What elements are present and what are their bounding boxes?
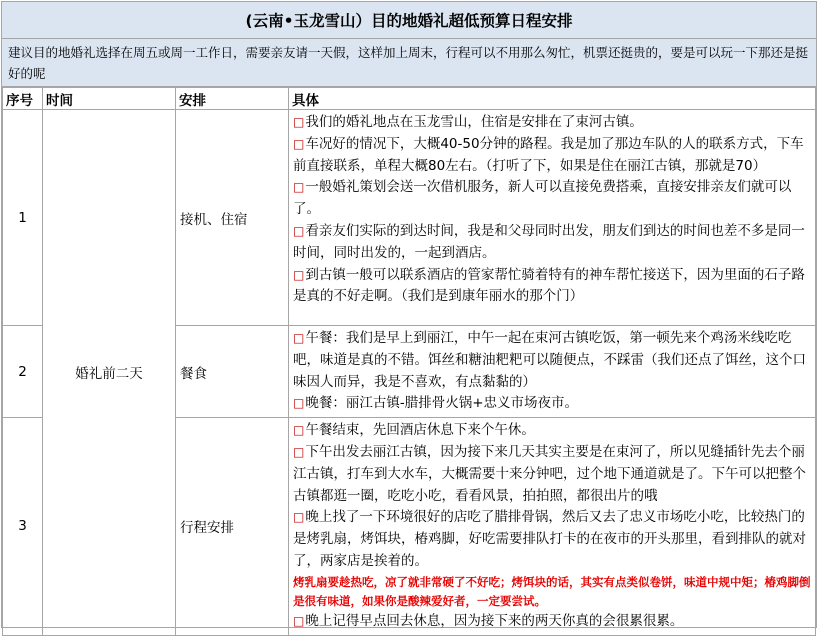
row-time[interactable]: 婚礼前二天 <box>43 110 176 636</box>
checkbox-icon: □ <box>293 510 305 525</box>
detail-item: □看亲友们实际的到达时间，我是和父母同时出发，朋友们到达的时间也差不多是同一时间，同时出发的，一起到酒店。 <box>293 222 805 261</box>
schedule-sheet <box>1 1 817 628</box>
intro-text: 建议目的地婚礼选择在周五或周一工作日，需要亲友请一天假，这样加上周末，行程可以不用那么匆忙，机票还挺贵的，要是可以玩一下那还是挺好的呢 <box>2 39 816 87</box>
row-arrangement[interactable]: 行程安排 <box>176 418 289 635</box>
schedule-table <box>2 87 816 636</box>
detail-item: □晚上找了一下环境很好的店吃了腊排骨锅，然后又去了忠义市场吃小吃，比较热门的是烤乳扇，烤饵块，椿鸡脚，好吃需要排队打卡的在夜市的开头那里，看到排队的就对了，两家店是挨着的。 <box>293 509 806 569</box>
row-detail[interactable] <box>289 418 816 635</box>
detail-item: □我们的婚礼地点在玉龙雪山，住宿是安排在了束河古镇。 <box>293 114 643 130</box>
checkbox-icon: □ <box>293 613 305 628</box>
checkbox-icon: □ <box>293 396 305 411</box>
sheet-title: (云南•玉龙雪山）目的地婚礼超低预算日程安排 <box>2 2 816 39</box>
detail-item: □下午出发去丽江古镇，因为接下来几天其实主要是在束河了，所以见缝插针先去个丽江古镇，打车到大水车，大概需要十来分钟吧，过个地下通道就是了。下午可以把整个古镇都逛一圈，吃吃小吃，看看风景，拍拍照，都很出片的哦 <box>293 443 806 504</box>
detail-item: □午餐：我们是早上到丽江，中午一起在束河古镇吃饭，第一顿先来个鸡汤米线吃吃吧，味道是真的不错。饵丝和糖油粑粑可以随便点，不踩雷（我们还点了饵丝，这个口味因人而异，我是不喜欢，有点黏黏的） <box>293 330 806 390</box>
checkbox-icon: □ <box>293 180 305 195</box>
header-detail[interactable]: 具体 <box>289 88 816 110</box>
checkbox-icon: □ <box>293 136 305 151</box>
checkbox-icon: □ <box>293 267 305 282</box>
detail-item: □晚餐：丽江古镇-腊排骨火锅+忠义市场夜市。 <box>293 395 579 412</box>
detail-item: □午餐结束，先回酒店休息下来个午休。 <box>293 422 535 439</box>
header-row <box>3 88 816 110</box>
checkbox-icon: □ <box>293 115 305 129</box>
row-arrangement[interactable]: 餐食 <box>176 326 289 418</box>
row-seq[interactable]: 3 <box>3 418 43 635</box>
header-seq[interactable]: 序号 <box>3 88 43 110</box>
detail-item: □车况好的情况下，大概40-50分钟的路程。我是加了那边车队的人的联系方式，下车前直接联系，单程大概80左右。（打听了下，如果是住在丽江古镇，那就是70） <box>293 135 804 174</box>
detail-item: □到古镇一般可以联系酒店的管家帮忙骑着特有的神车帮忙接送下，因为里面的石子路是真的不好走啊。（我们是到康年丽水的那个门） <box>293 266 805 305</box>
header-arrangement[interactable]: 安排 <box>176 88 289 110</box>
row-seq[interactable]: 2 <box>3 326 43 418</box>
checkbox-icon: □ <box>293 223 305 238</box>
row-detail[interactable] <box>289 326 816 418</box>
row-detail[interactable] <box>289 110 816 326</box>
checkbox-icon: □ <box>293 444 305 459</box>
checkbox-icon: □ <box>293 423 305 438</box>
detail-item: □晚上记得早点回去休息，因为接下来的两天你真的会很累很累。 <box>293 612 684 629</box>
row-arrangement[interactable]: 接机、住宿 <box>176 110 289 326</box>
header-time[interactable]: 时间 <box>43 88 176 110</box>
checkbox-icon: □ <box>293 331 305 345</box>
row-seq[interactable]: 1 <box>3 110 43 326</box>
highlight-note: 烤乳扇要趁热吃，凉了就非常硬了不好吃；烤饵块的话，其实有点类似卷饼，味道中规中矩；椿鸡脚倒是很有味道，如果你是酸辣爱好者，一定要尝试。 <box>293 574 811 608</box>
table-row <box>3 110 816 326</box>
detail-item: □一般婚礼策划会送一次借机服务，新人可以直接免费搭乘，直接安排亲友们就可以了。 <box>293 179 792 218</box>
